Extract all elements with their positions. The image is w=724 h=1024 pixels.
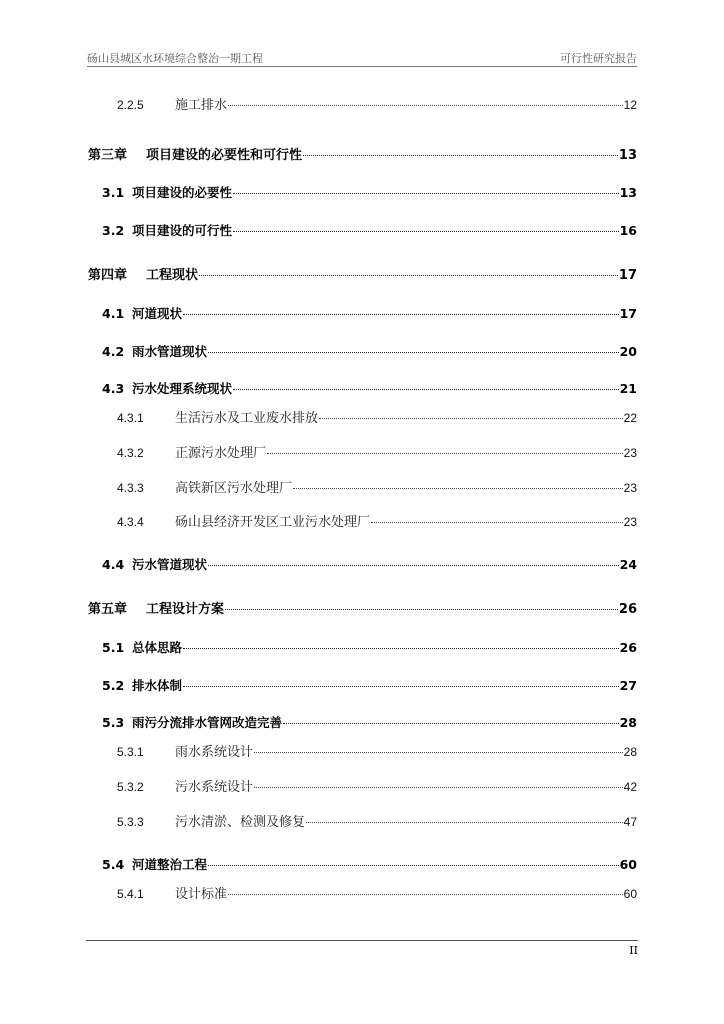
toc-dot-leader [371,521,623,523]
toc-entry-number: 5.3.3 [117,815,144,829]
toc-entry-4-3-2[interactable] [88,443,637,463]
toc-entry-title: 项目建设的必要性和可行性 [146,148,303,163]
toc-entry-page: 27 [619,678,637,693]
toc-dot-leader [306,821,623,823]
toc-entry-4-1[interactable] [88,304,637,324]
toc-entry-page: 22 [623,411,637,425]
toc-chapter-5[interactable] [88,600,637,620]
toc-entry-title: 河道现状 [132,306,183,321]
toc-dot-leader [254,751,623,753]
toc-entry-5-3-1[interactable] [88,742,637,762]
toc-entry-page: 20 [619,344,637,359]
toc-entry-number: 5.1 [102,640,125,655]
toc-entry-number: 4.3 [102,381,125,396]
toc-entry-page: 24 [619,557,637,572]
toc-entry-page: 60 [623,887,637,901]
toc-entry-number: 4.3.1 [117,411,144,425]
toc-entry-page: 60 [619,857,637,872]
toc-entry-5-3-2[interactable] [88,777,637,797]
toc-entry-number: 第五章 [88,602,128,617]
toc-entry-number: 第三章 [88,148,128,163]
footer-page-number: II [629,944,638,957]
toc-entry-4-2[interactable] [88,342,637,362]
toc-dot-leader [254,786,623,788]
toc-entry-title: 污水系统设计 [175,780,254,795]
toc-entry-4-3-3[interactable] [88,478,637,498]
page-header [87,48,637,67]
page-footer [86,940,638,957]
toc-entry-number: 5.4.1 [117,887,144,901]
toc-entry-2-2-5[interactable] [88,95,637,115]
toc-entry-page: 23 [623,481,637,495]
toc-entry-number: 4.3.3 [117,481,144,495]
toc-entry-title: 项目建设的必要性 [132,185,233,200]
toc-entry-title: 河道整治工程 [132,857,208,872]
toc-entry-number: 3.2 [102,223,125,238]
toc-entry-page: 12 [623,98,637,112]
toc-entry-title: 雨水系统设计 [175,745,254,760]
toc-entry-number: 2.2.5 [117,98,144,112]
toc-chapter-3[interactable] [88,146,637,166]
toc-entry-title: 生活污水及工业废水排放 [175,411,319,426]
toc-entry-page: 23 [623,446,637,460]
toc-entry-5-4-1[interactable] [88,884,637,904]
toc-dot-leader [208,564,619,566]
toc-dot-leader [183,313,619,315]
toc-entry-number: 3.1 [102,185,125,200]
toc-entry-title: 雨水管道现状 [132,344,208,359]
toc-dot-leader [183,685,619,687]
toc-entry-page: 21 [619,381,637,396]
toc-entry-title: 工程现状 [146,268,199,283]
toc-dot-leader [319,417,623,419]
toc-entry-number: 5.3 [102,715,125,730]
toc-dot-leader [293,487,623,489]
toc-dot-leader [199,274,618,276]
toc-entry-page: 42 [623,780,637,794]
toc-entry-title: 工程设计方案 [146,602,225,617]
toc-entry-number: 5.2 [102,678,125,693]
toc-entry-5-3[interactable] [88,713,637,733]
toc-entry-page: 17 [618,268,637,283]
toc-entry-4-3[interactable] [88,379,637,399]
toc-entry-title: 施工排水 [175,98,228,113]
toc-entry-number: 4.4 [102,557,125,572]
toc-entry-title: 污水清淤、检测及修复 [175,815,306,830]
toc-entry-number: 4.3.4 [117,515,144,529]
toc-dot-leader [228,893,623,895]
toc-dot-leader [233,388,619,390]
toc-entry-title: 设计标准 [175,887,228,902]
toc-entry-number: 第四章 [88,268,128,283]
toc-entry-3-1[interactable] [88,183,637,203]
toc-chapter-4[interactable] [88,266,637,286]
toc-dot-leader [225,608,618,610]
toc-dot-leader [228,104,623,106]
toc-entry-title: 排水体制 [132,678,183,693]
toc-entry-page: 47 [623,815,637,829]
toc-entry-page: 23 [623,515,637,529]
toc-entry-3-2[interactable] [88,221,637,241]
toc-entry-number: 5.4 [102,857,125,872]
toc-dot-leader [283,722,619,724]
toc-entry-5-2[interactable] [88,676,637,696]
toc-entry-page: 28 [619,715,637,730]
toc-entry-title: 高铁新区污水处理厂 [175,481,293,496]
toc-entry-title: 污水处理系统现状 [132,381,233,396]
toc-entry-4-4[interactable] [88,555,637,575]
toc-entry-number: 4.2 [102,344,125,359]
toc-entry-page: 17 [619,306,637,321]
toc-entry-number: 4.1 [102,306,125,321]
toc-entry-5-1[interactable] [88,638,637,658]
toc-entry-title: 正源污水处理厂 [175,446,267,461]
toc-entry-4-3-4[interactable] [88,512,637,532]
toc-entry-page: 26 [618,602,637,617]
toc-entry-title: 污水管道现状 [132,557,208,572]
toc-dot-leader [233,192,619,194]
toc-dot-leader [267,452,623,454]
toc-entry-title: 总体思路 [132,640,183,655]
toc-entry-5-3-3[interactable] [88,812,637,832]
toc-dot-leader [208,351,619,353]
toc-entry-5-4[interactable] [88,855,637,875]
toc-dot-leader [208,864,619,866]
header-report-type: 可行性研究报告 [560,52,637,65]
toc-entry-title: 砀山县经济开发区工业污水处理厂 [175,515,371,530]
toc-entry-page: 28 [623,745,637,759]
toc-dot-leader [233,230,619,232]
toc-entry-number: 4.3.2 [117,446,144,460]
header-project-title: 砀山县城区水环境综合整治一期工程 [87,52,263,65]
toc-dot-leader [183,647,619,649]
toc-entry-number: 5.3.1 [117,745,144,759]
toc-entry-4-3-1[interactable] [88,408,637,428]
toc-entry-page: 13 [618,148,637,163]
toc-entry-page: 26 [619,640,637,655]
toc-entry-page: 16 [619,223,637,238]
toc-entry-title: 项目建设的可行性 [132,223,233,238]
toc-entry-page: 13 [619,185,637,200]
toc-entry-number: 5.3.2 [117,780,144,794]
toc-dot-leader [303,154,618,156]
toc-entry-title: 雨污分流排水管网改造完善 [132,715,283,730]
